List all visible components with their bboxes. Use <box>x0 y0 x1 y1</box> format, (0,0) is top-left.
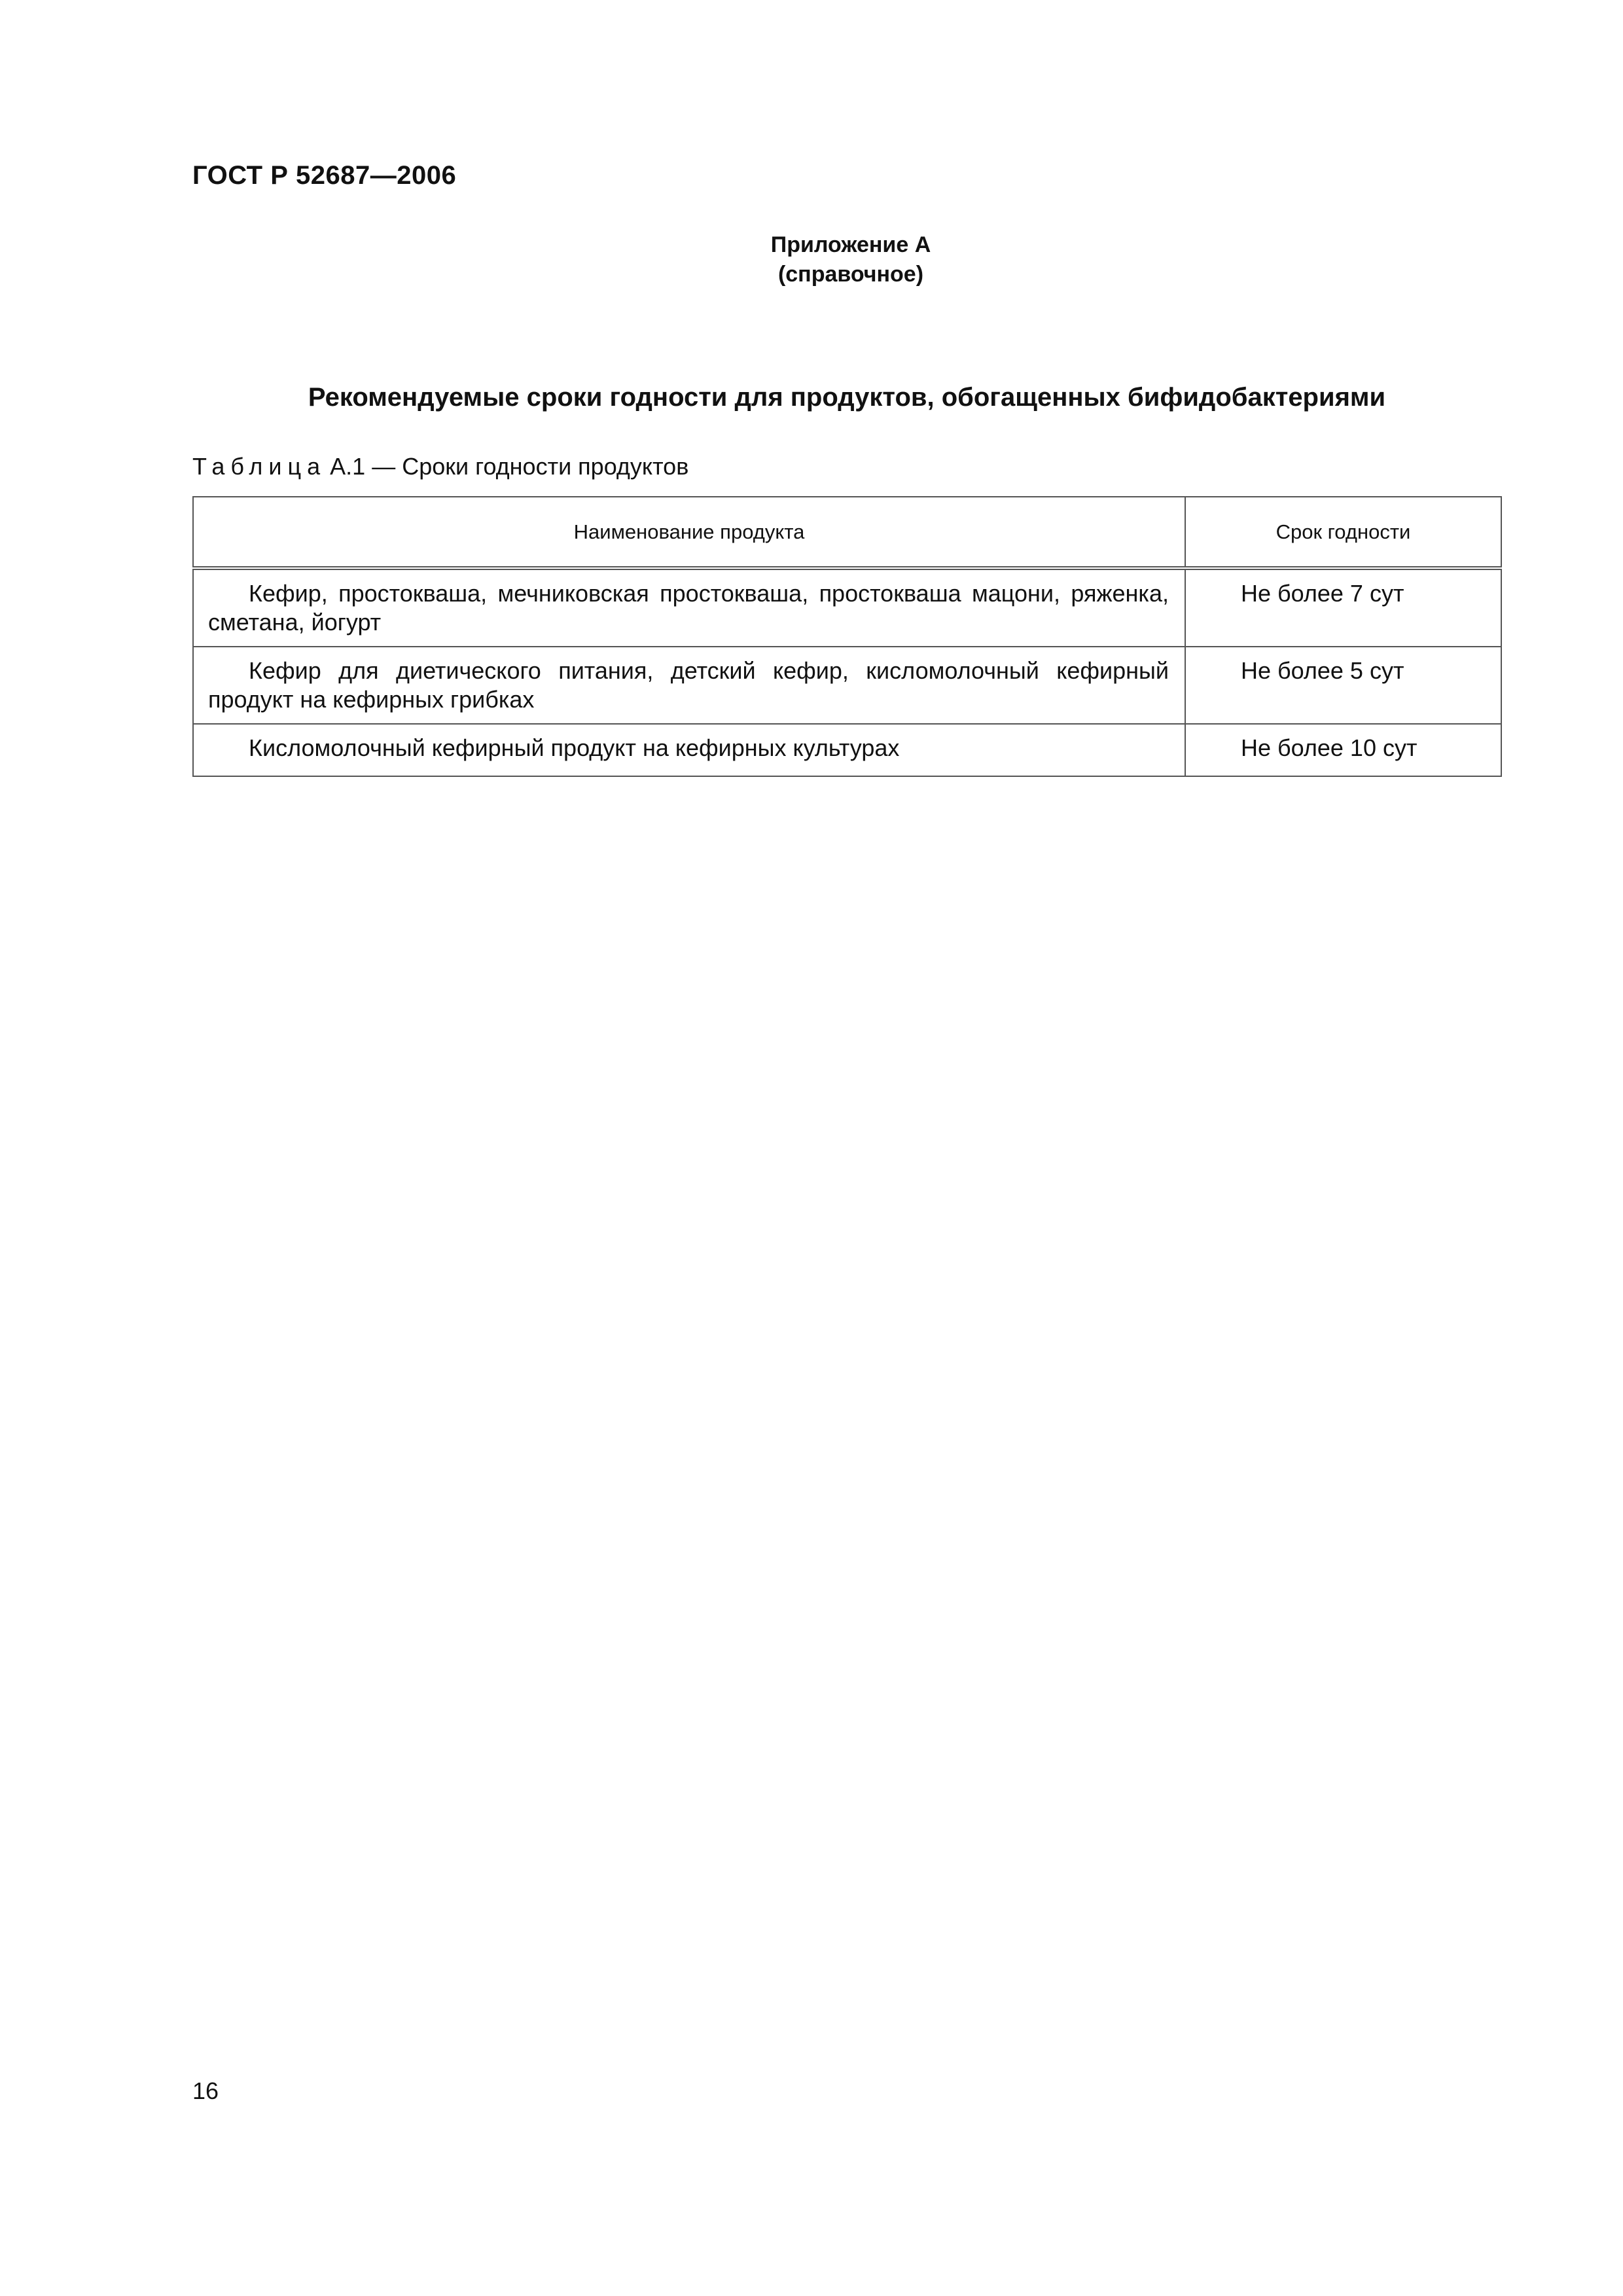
appendix-title: Приложение А <box>770 232 931 257</box>
table-row <box>193 724 1501 776</box>
product-cell: Кефир, простокваша, мечниковская простокваша, простокваша мацони, ряженка, сметана, йогурт <box>193 568 1185 647</box>
shelf-life-cell: Не более 7 сут <box>1185 568 1501 647</box>
table-row <box>193 568 1501 647</box>
page-number: 16 <box>192 2077 219 2104</box>
shelf-life-table <box>192 496 1502 777</box>
table-caption <box>192 453 688 480</box>
section-title: Рекомендуемые сроки годности для продуктов, обогащенных бифидобактериями <box>308 383 1386 412</box>
column-header-product: Наименование продукта <box>193 497 1185 568</box>
shelf-life-cell: Не более 5 сут <box>1185 647 1501 724</box>
shelf-life-cell: Не более 10 сут <box>1185 724 1501 776</box>
appendix-status: (справочное) <box>777 262 924 287</box>
table-header-row <box>193 497 1501 568</box>
table-row <box>193 647 1501 724</box>
column-header-shelf-life: Срок годности <box>1185 497 1501 568</box>
table-caption-text: А.1 — Сроки годности продуктов <box>330 453 689 480</box>
product-cell: Кефир для диетического питания, детский кефир, кисломолочный кефирный продукт на кефирных грибках <box>193 647 1185 724</box>
table-caption-label: Таблица <box>192 453 327 480</box>
document-code: ГОСТ Р 52687—2006 <box>192 161 457 190</box>
product-cell: Кисломолочный кефирный продукт на кефирных культурах <box>193 724 1185 776</box>
